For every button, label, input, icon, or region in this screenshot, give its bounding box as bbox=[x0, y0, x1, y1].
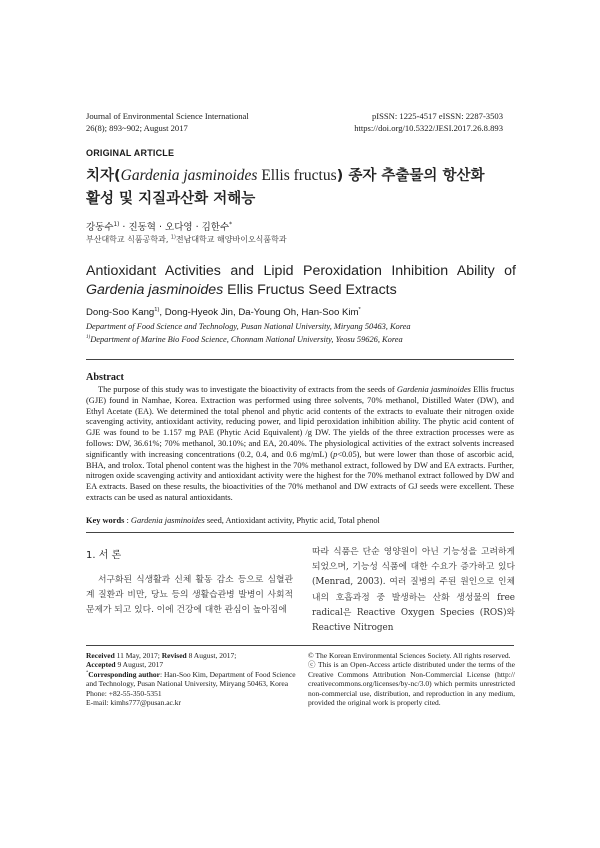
divider bbox=[86, 359, 514, 360]
korean-title: 치자(Gardenia jasminoides Ellis fructus) 종자 추출물의 항산화 활성 및 지질과산화 저해능 bbox=[86, 167, 485, 207]
section-heading: 1. 서 론 bbox=[86, 550, 122, 561]
english-title: Antioxidant Activities and Lipid Peroxidation Inhibition Ability of Gardenia jasminoides Ellis Fructus Seed Extracts bbox=[86, 263, 516, 298]
footnote-divider bbox=[86, 645, 514, 646]
affiliation-2: $^{1)}$Department of Marine Bio Food Science, Chonnam National University, Yeosu 59626, Korea bbox=[86, 335, 403, 344]
issn: pISSN: 1225-4517 eISSN: 2287-3503 bbox=[371, 111, 503, 121]
affiliation-1: Department of Food Science and Technology, Pusan National University, Miryang 50463, Korea bbox=[86, 322, 411, 331]
korean-authors: 강동수$^{1)}$ · 진동혁 · 오다영 · 김한수* bbox=[86, 221, 232, 233]
doi-link[interactable]: https://doi.org/10.5322/JESI.2017.26.8.893 bbox=[354, 123, 503, 133]
journal-name: Journal of Environmental Science International bbox=[86, 111, 249, 121]
abstract-body: The purpose of this study was to investigate the bioactivity of extracts from the seeds of Gardenia jasminoides Ellis fructus (GJE) found in Namhae, Korea. Extraction was performed using three solvents, 70% methanol, Distilled Water (DW), and Ethyl Acetate (EA). We determined the total phenol and phytic acid contents of the extracts to evaluate their nitrogen oxide scavenging activity, antioxidant activity, reducing power, and lipid peroxidation inhibition ability. The phytic acid content of GJE was found to be 1.157 mg PAE (Phytic Acid Equivalent) /g DW. The yields of the three extraction processes were as follows: DW, 36.61%; 70% methanol, 30.10%; and EA, 20.40%. The physiological activities of the extract solvents increased significantly with increasing concentrations (0.2, 0.4, and 0.6 mg/mL) (p<0.05), but were lower than those of ascorbic acid, BHA, and trolox. Total phenol content was the highest in the 70% methanol extract, followed by DW and EA extracts. Further, nitrogen oxide scavenging activity and antioxidant activity were the highest for the 70% methanol extract followed by DW and EA extracts. Based on these results, the bioactivities of the 70% methanol and DW extracts of GJ seeds were excellent. These extracts can be used as natural antioxidants. bbox=[86, 385, 514, 502]
species-name: Gardenia jasminoides bbox=[86, 282, 224, 298]
intro-left-column: 서구화된 식생활과 신체 활동 감소 등으로 심혈관계 질환과 비만, 당뇨 등의 생활습관병 발병이 사회적 문제가 되고 있다. 이에 건강에 대한 관심이 높아짐에 bbox=[86, 575, 293, 616]
issn-header bbox=[354, 110, 503, 134]
journal-header bbox=[86, 110, 249, 134]
article-type: ORIGINAL ARTICLE bbox=[86, 148, 175, 158]
footnote-license bbox=[308, 651, 515, 707]
email-link[interactable]: E-mail: kimhs777@pusan.ac.kr bbox=[86, 698, 182, 708]
korean-affiliation: 부산대학교 식품공학과, $^{1)}$전남대학교 해양바이오식품학과 bbox=[86, 235, 287, 244]
copyright: © The Korean Environmental Sciences Society. All rights reserved. bbox=[308, 651, 511, 660]
english-authors: Dong-Soo Kang$^{1)}$, Dong-Hyeok Jin, Da-Young Oh, Han-Soo Kim* bbox=[86, 306, 361, 318]
phone: Phone: +82-55-350-5351 bbox=[86, 688, 162, 698]
keywords: Key words : Gardenia jasminoides seed, Antioxidant activity, Phytic acid, Total phenol bbox=[86, 516, 380, 525]
divider bbox=[86, 532, 514, 533]
license-text: ⓒ This is an Open-Access article distributed under the terms of the Creative Commons Attribution Non-Commercial License (http:// creativecommons.org/licenses/by-nc/3.0) which permits unrestricted non-commercial use, distribution, and reproduction in any medium, provided the original work is properly cited. bbox=[308, 660, 515, 708]
footnote-dates: Received 11 May, 2017; Revised 8 August, 2017; Accepted 9 August, 2017 *Corresponding author: Han-Soo Kim, Department of Food Science and Technology, Pusan National University, Miryang 50463, Korea Phone: +82-55-350-5351 E-mail: kimhs777@pusan.ac.kr bbox=[86, 651, 296, 708]
volume-info: 26(8); 893~902; August 2017 bbox=[86, 123, 188, 133]
abstract-title: Abstract bbox=[86, 372, 124, 383]
intro-right-column: 따라 식품은 단순 영양원이 아닌 기능성을 고려하게 되었으며, 기능성 식품에 대한 수요가 증가하고 있다 (Menrad, 2003). 여러 질병의 주된 원인으로 인체 내의 호흡과정 중 발생하는 산화 생성물의 free radical은 Reactive Oxygen Species (ROS)와 Reactive Nitrogen bbox=[312, 547, 515, 634]
species-name: Gardenia jasminoides bbox=[120, 167, 258, 184]
